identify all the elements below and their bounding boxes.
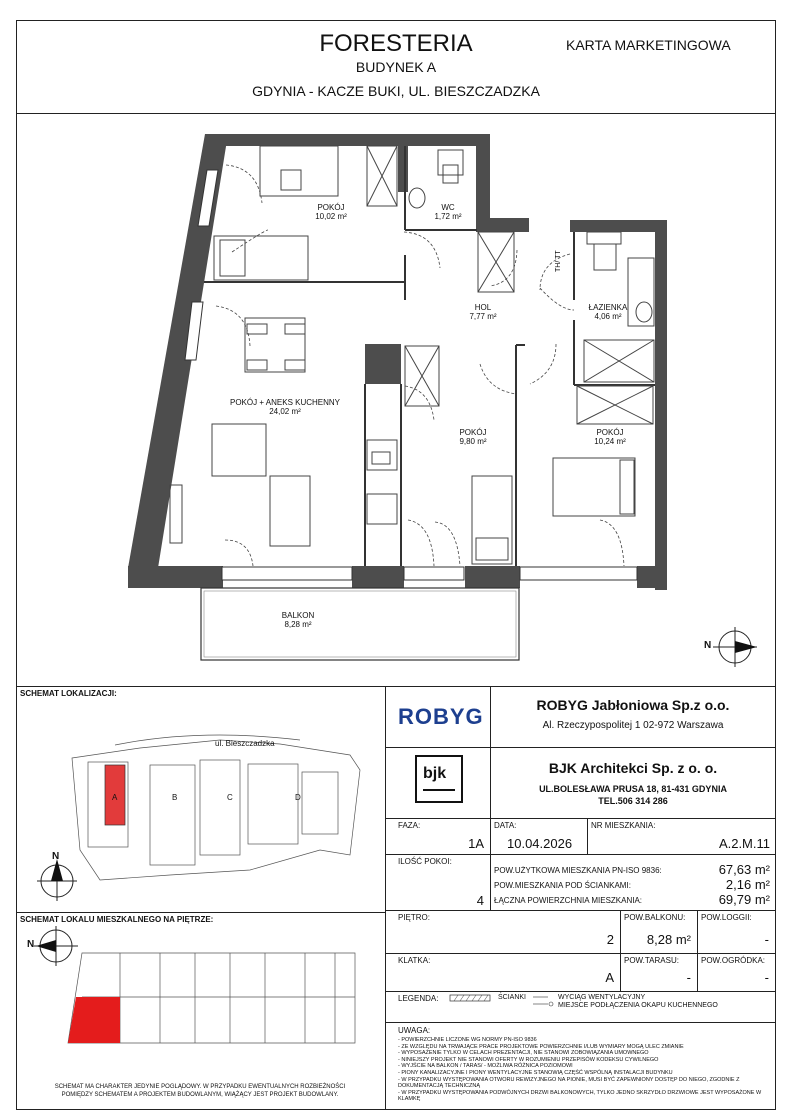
taras-label: POW.TARASU: bbox=[624, 956, 679, 965]
location-schema-map bbox=[20, 700, 380, 905]
pokoje-label: ILOŚĆ POKOI: bbox=[398, 857, 452, 866]
pietro-label: PIĘTRO: bbox=[398, 913, 431, 922]
building-a-label: A bbox=[112, 793, 118, 802]
vent-mark: TH/ TT bbox=[555, 250, 562, 272]
notes-list bbox=[398, 1037, 770, 1103]
pl-value: 69,79 m² bbox=[718, 892, 770, 907]
ps-value: 2,16 m² bbox=[725, 877, 770, 892]
building-label: BUDYNEK A bbox=[355, 59, 437, 75]
north-arrow-location bbox=[37, 859, 77, 901]
floor-plan bbox=[16, 114, 776, 684]
legend-walls: ŚCIANKI bbox=[498, 994, 527, 1001]
legend-label: LEGENDA: bbox=[398, 994, 439, 1003]
street-label: ul. Bieszczadzka bbox=[215, 739, 275, 748]
floor-schema-title: SCHEMAT LOKALU MIESZKALNEGO NA PIĘTRZE: bbox=[20, 915, 214, 924]
building-c-label: C bbox=[227, 793, 233, 802]
project-title: FORESTERIA bbox=[319, 30, 473, 57]
legend-sink: MIEJSCE PODŁĄCZENIA OKAPU KUCHENNEGO bbox=[558, 1002, 718, 1009]
room-label-pokoj-1: POKÓJ 10,02 m² bbox=[315, 203, 347, 221]
taras-value: - bbox=[686, 970, 691, 985]
north-arrow-plan bbox=[713, 627, 757, 667]
developer-name: ROBYG Jabłoniowa Sp.z o.o. bbox=[536, 697, 730, 713]
north-arrow-floor bbox=[34, 926, 78, 966]
legend-vent: WYCIĄG WENTYLACYJNY bbox=[558, 994, 646, 1001]
north-label-plan: N bbox=[704, 640, 712, 651]
ogrodek-value: - bbox=[764, 970, 769, 985]
loggia-value: - bbox=[764, 932, 769, 947]
north-label-floor: N bbox=[27, 939, 35, 950]
pl-label: ŁĄCZNA POWIERZCHNIA MIESZKANIA: bbox=[494, 896, 643, 905]
ps-label: POW.MIESZKANIA POD ŚCIANKAMI: bbox=[494, 881, 631, 890]
ogrodek-label: POW.OGRÓDKA: bbox=[701, 956, 766, 965]
architect-address: UL.BOLESŁAWA PRUSA 18, 81-431 GDYNIA bbox=[539, 784, 727, 794]
note-line: - POWIERZCHNIE LICZONE WG NORMY PN-ISO 9836 bbox=[398, 1037, 537, 1043]
floor-schema-disclaimer: SCHEMAT MA CHARAKTER JEDYNIE POGLĄDOWY. W PRZYPADKU EWENTUALNYCH ROZBIEŻNOŚCI POMIĘDZY SCHEMATEM A PROJEKTEM BUDOWLANYM, WIĄŻĄCY JEST PROJEKT BUDOWLANY. bbox=[54, 1084, 346, 1098]
north-label-location: N bbox=[52, 851, 60, 862]
nr-label: NR MIESZKANIA: bbox=[591, 821, 656, 830]
robyg-logo: ROBYG bbox=[398, 704, 484, 729]
room-label-pokoj-2: POKÓJ 9,80 m² bbox=[459, 428, 487, 446]
floor-schema-map bbox=[20, 925, 380, 1045]
pu-value: 67,63 m² bbox=[718, 862, 770, 877]
note-line: - ZE WZGLĘDU NA TRWAJĄCE PRACE PROJEKTOWE POWIERZCHNIE I/LUB WYMIARY MOGĄ ULEC ZMIANIE bbox=[398, 1043, 684, 1050]
note-line: - W PRZYPADKU WYSTĘPOWANIA PODWÓJNYCH DRZWI BALKONOWYCH, TYLKO JEDNO SKRZYDŁO DRZWIOWE JEST WYPOSAŻONE W KLAMKĘ bbox=[398, 1089, 762, 1103]
room-label-pokoj-3: POKÓJ 10,24 m² bbox=[594, 428, 626, 446]
data-label: DATA: bbox=[494, 821, 517, 830]
note-line: - PIONY KANALIZACYJNE I PIONY WENTYLACYJNE STANOWIĄ CZĘŚĆ WSPÓLNĄ INSTALACJI BUDYNKU bbox=[398, 1069, 673, 1076]
notes-label: UWAGA: bbox=[398, 1026, 431, 1035]
loggia-label: POW.LOGGII: bbox=[701, 913, 752, 922]
room-label-wc: WC 1,72 m² bbox=[434, 203, 462, 221]
klatka-label: KLATKA: bbox=[398, 956, 431, 965]
location-label: GDYNIA - KACZE BUKI, UL. BIESZCZADZKA bbox=[252, 83, 540, 99]
location-schema-title: SCHEMAT LOKALIZACJI: bbox=[20, 689, 117, 698]
klatka-value: A bbox=[605, 970, 614, 985]
pokoje-value: 4 bbox=[476, 893, 484, 908]
nr-value: A.2.M.11 bbox=[718, 836, 770, 851]
note-line: - WYJŚCIE NA BALKON / TARAS/ - MOŻLIWA RÓŻNICA POZIOMOWI bbox=[398, 1063, 573, 1070]
note-line: - NINIEJSZY PROJEKT NIE STANOWI OFERTY W ROZUMIENIU PRZEPISÓW KODEKSU CYWILNEGO bbox=[398, 1056, 659, 1063]
architect-phone: TEL.506 314 286 bbox=[598, 796, 668, 806]
room-label-balkon: BALKON 8,28 m² bbox=[281, 611, 315, 629]
note-line: - WYPOSAŻENIE TYLKO W CELACH PREZENTACJI, NIE STANOWI ZOBOWIĄZANIA UMOWNEGO bbox=[398, 1050, 649, 1057]
balkon-label: POW.BALKONU: bbox=[624, 913, 686, 922]
architect-name: BJK Architekci Sp. z o. o. bbox=[548, 760, 718, 776]
card-type: KARTA MARKETINGOWA bbox=[566, 37, 731, 53]
data-value: 10.04.2026 bbox=[507, 836, 573, 851]
balkon-value: 8,28 m² bbox=[646, 932, 691, 947]
room-label-lazienka: ŁAZIENKA 4,06 m² bbox=[588, 303, 628, 321]
pu-label: POW.UŻYTKOWA MIESZKANIA PN-ISO 9836: bbox=[494, 866, 662, 875]
faza-label: FAZA: bbox=[398, 821, 421, 830]
developer-address: Al. Rzeczypospolitej 1 02-972 Warszawa bbox=[542, 720, 724, 731]
faza-value: 1A bbox=[468, 836, 484, 851]
bjk-logo: bjk bbox=[415, 755, 463, 803]
note-line: - W PRZYPADKU WYSTĘPOWANIA OTWORU REWIZYJNEGO NA PIONIE, MUSI BYĆ ZAPEWNIONY DOSTĘP DO NIEGO, ZGODNIE Z DOKUMENTACJĄ TECHNICZNĄ bbox=[398, 1076, 740, 1090]
room-label-hol: HOL 7,77 m² bbox=[469, 303, 497, 321]
apartment-highlight bbox=[68, 997, 120, 1043]
pietro-value: 2 bbox=[606, 932, 614, 947]
room-label-salon: POKÓJ + ANEKS KUCHENNY 24,02 m² bbox=[229, 398, 341, 416]
building-d-label: D bbox=[295, 793, 301, 802]
building-b-label: B bbox=[172, 793, 178, 802]
